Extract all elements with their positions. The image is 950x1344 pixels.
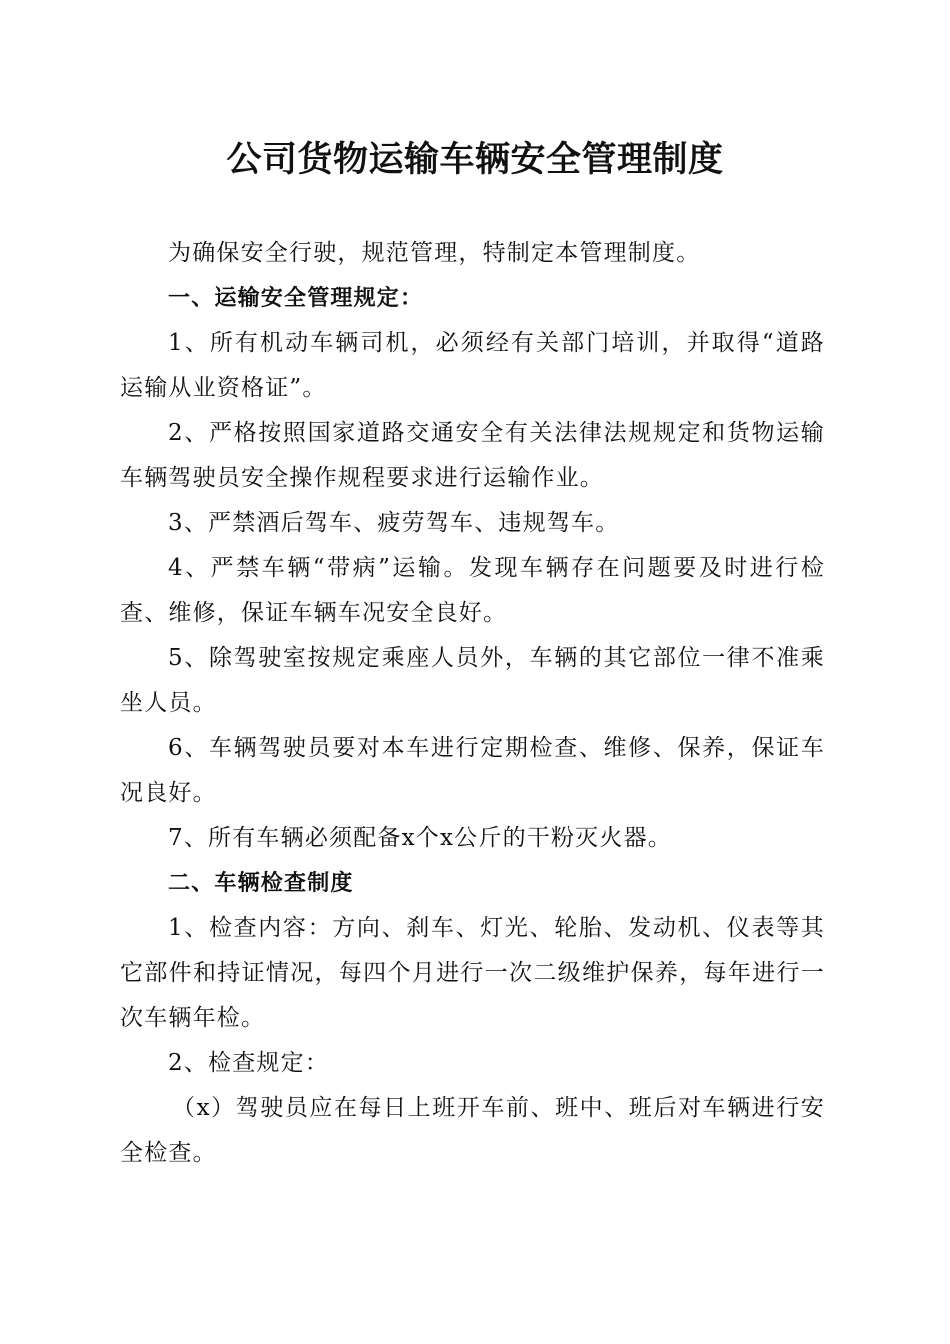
section-item: 3、严禁酒后驾车、疲劳驾车、违规驾车。 <box>168 510 620 536</box>
section-item: 5、除驾驶室按规定乘座人员外，车辆的其它部位一律不准乘坐人员。 <box>120 645 825 716</box>
section-item: （x）驾驶员应在每日上班开车前、班中、班后对车辆进行安全检查。 <box>120 1095 825 1166</box>
intro-paragraph: 为确保安全行驶，规范管理，特制定本管理制度。 <box>168 240 701 266</box>
section-item: 2、检查规定： <box>168 1050 330 1076</box>
section-item: 4、严禁车辆“带病”运输。发现车辆存在问题要及时进行检查、维修，保证车辆车况安全良好。 <box>120 555 825 626</box>
section-item: 1、所有机动车辆司机，必须经有关部门培训，并取得“道路运输从业资格证”。 <box>120 330 825 401</box>
document-body <box>120 231 825 1176</box>
section-item: 6、车辆驾驶员要对本车进行定期检查、维修、保养，保证车况良好。 <box>120 735 825 806</box>
section-item: 2、严格按照国家道路交通安全有关法律法规规定和货物运输车辆驾驶员安全操作规程要求进行运输作业。 <box>120 420 825 491</box>
section-heading: 二、车辆检查制度 <box>168 871 354 896</box>
section-item: 1、检查内容：方向、刹车、灯光、轮胎、发动机、仪表等其它部件和持证情况，每四个月进行一次二级维护保养，每年进行一次车辆年检。 <box>120 915 825 1031</box>
section-item: 7、所有车辆必须配备x个x公斤的干粉灭火器。 <box>168 825 672 851</box>
document-title: 公司货物运输车辆安全管理制度 <box>226 140 724 180</box>
section-heading: 一、运输安全管理规定： <box>168 286 424 311</box>
